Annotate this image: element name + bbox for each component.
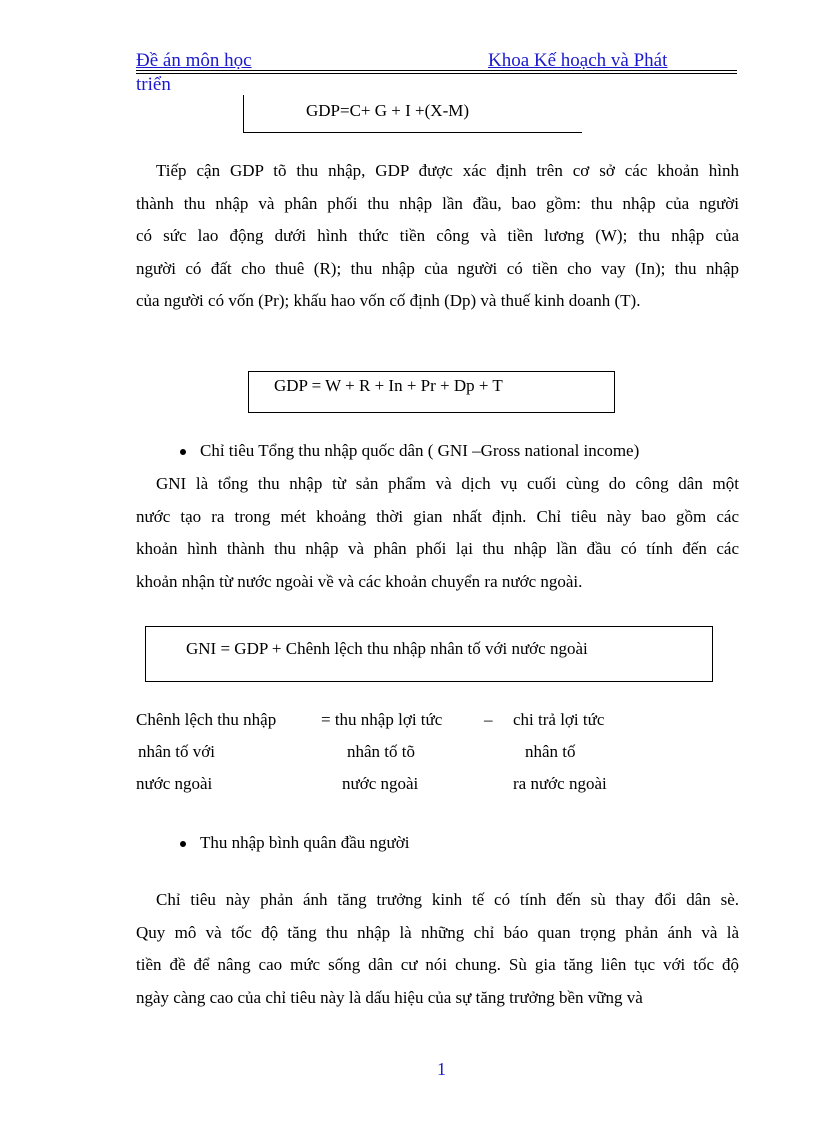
- page-number: 1: [437, 1059, 446, 1079]
- paragraph-line: khoản nhận từ nước ngoài về và các khoản chuyển ra nước ngoài.: [136, 571, 583, 591]
- header-rule: [136, 70, 737, 71]
- bullet-dot-icon: [180, 841, 186, 847]
- per-capita-bullet: [180, 833, 409, 853]
- gni-definition-paragraph: [136, 468, 739, 598]
- difference-col2-line2: nhân tố tõ: [347, 742, 415, 761]
- difference-col2-line3: nước ngoài: [342, 774, 419, 793]
- income-approach-paragraph: [136, 155, 739, 318]
- paragraph-line: nước tạo ra trong mét khoảng thời gian nhất định. Chỉ tiêu này bao gồm các: [136, 506, 739, 526]
- paragraph-line: khoản hình thành thu nhập và phân phối lại thu nhập lần đầu có tính đến các: [136, 539, 739, 558]
- gdp-income-equation: GDP = W + R + In + Pr + Dp + T: [274, 376, 503, 395]
- gni-bullet-text: Chỉ tiêu Tổng thu nhập quốc dân ( GNI –Gross national income): [200, 441, 640, 460]
- header-faculty-continuation: triển: [136, 74, 171, 95]
- paragraph-line: Quy mô và tốc độ tăng thu nhập là những chỉ báo quan trọng phản ánh và là: [136, 922, 739, 942]
- paragraph-line: người có đất cho thuê (R); thu nhập của người có tiền cho vay (In); thu nhập: [136, 258, 739, 278]
- per-capita-bullet-text: Thu nhập bình quân đầu người: [200, 833, 410, 852]
- difference-col2-line1: = thu nhập lợi tức: [321, 710, 443, 729]
- gni-bullet: [180, 441, 639, 461]
- paragraph-line: Tiếp cận GDP tõ thu nhập, GDP được xác định trên cơ sở các khoản hình: [156, 161, 739, 180]
- paragraph-line: thành thu nhập và phân phối thu nhập lần đầu, bao gồm: thu nhập của người: [136, 193, 739, 213]
- paragraph-line: GNI là tổng thu nhập từ sản phẩm và dịch vụ cuối cùng do công dân một: [156, 474, 739, 493]
- per-capita-paragraph: [136, 884, 739, 1014]
- difference-col1-line1: Chênh lệch thu nhập: [136, 710, 277, 729]
- paragraph-line: tiền đề để nâng cao mức sống dân cư nói chung. Sù gia tăng liên tục với tốc độ: [136, 955, 739, 974]
- bullet-dot-icon: [180, 449, 186, 455]
- difference-col3-line1: chi trả lợi tức: [513, 710, 605, 729]
- gni-equation: GNI = GDP + Chênh lệch thu nhập nhân tố với nước ngoài: [186, 639, 588, 658]
- paragraph-line: Chỉ tiêu này phản ánh tăng trưởng kinh tế có tính đến sù thay đổi dân sè.: [156, 890, 739, 909]
- gni-equation-box: [145, 626, 713, 682]
- gdp-income-equation-box: [248, 371, 615, 413]
- paragraph-line: ngày càng cao của chỉ tiêu này là dấu hiệu của sự tăng trưởng bền vững và: [136, 987, 643, 1007]
- paragraph-line: có sức lao động dưới hình thức tiền công và tiền lương (W); thu nhập của: [136, 226, 739, 245]
- difference-minus-sign: –: [484, 710, 493, 729]
- difference-col1-line3: nước ngoài: [136, 774, 213, 793]
- gdp-expenditure-equation: GDP=C+ G + I +(X-M): [306, 101, 470, 120]
- header-faculty-title: Khoa Kế hoạch và Phát: [488, 50, 668, 71]
- difference-col3-line2: nhân tố: [525, 742, 576, 761]
- difference-col1-line2: nhân tố với: [138, 742, 215, 761]
- gdp-expenditure-equation-box: [243, 95, 582, 133]
- header-course-title: Đề án môn học: [136, 50, 252, 71]
- header-rule-double: [136, 73, 737, 74]
- difference-col3-line3: ra nước ngoài: [513, 774, 607, 793]
- paragraph-line: của người có vốn (Pr); khấu hao vốn cố định (Dp) và thuế kinh doanh (T).: [136, 291, 641, 310]
